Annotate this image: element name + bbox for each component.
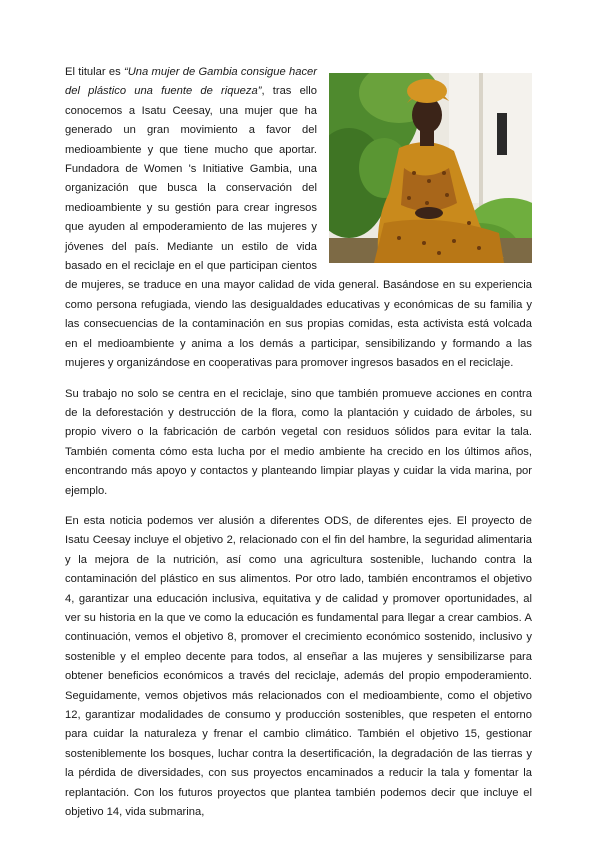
paragraph-3: En esta noticia podemos ver alusión a diferentes ODS, de diferentes ejes. El proyecto de Isatu Ceesay incluye el objetivo 2, relacionado con el fin del hambre, la seguridad alimentaria y la mejora de la nutrición, así como una agricultura sostenible, luchando contra la contaminación del plástico en sus alimentos. Por otro lado, también encontramos el objetivo 4, garantizar una educación inclusiva, equitativa y de calidad y promover oportunidades, al ver su historia en la que ve como la educación es fundamental para llegar a crear cambios. A continuación, vemos el objetivo 8, promover el crecimiento económico sostenido, inclusivo y sostenible y el empleo decente para todos, al enseñar a las mujeres y sensibilizarse para obtener beneficios económicos a través del reciclaje, además del propio empoderamiento. Seguidamente, vemos objetivos más relacionados con el medioambiente, como el objetivo 12, garantizar modalidades de consumo y producción sostenibles, que respeten el entorno para cuidar la naturaleza y frenar el cambio climático. También el objetivo 15, gestionar sosteniblemente los bosques, luchar contra la desertificación, la degradación de las tierras y la pérdida de diversidades, con sus proyectos encaminados a reducir la tala y fomentar la replantación. Con los futuros proyectos que plantea también podemos decir que incluye el objetivo 14, vida submarina, xyxy=(65,514,532,819)
document-body xyxy=(65,63,532,833)
paragraph-1-intro: El titular es xyxy=(65,66,124,78)
paragraph-1-body: , tras ello conocemos a Isatu Ceesay, una mujer que ha generado un gran movimiento a favor del medioambiente y que tiene mucho que aportar. Fundadora de Women 's Initiative Gambia, una organización que busca la conservación del medioambiente y su gestión para crear ingresos que ayuden al empoderamiento de las mujeres y jóvenes del país. Mediante un estilo de vida basado en el reciclaje en el que participan cientos de mujeres, se traduce en una mayor calidad de vida general. Basándose en su experiencia como persona refugiada, viendo las desigualdades educativas y económicas de su familia y las consecuencias de la contaminación en sus propias comidas, esta activista está volcada en el medioambiente y anima a los demás a participar, sensibilizando y formando a las mujeres y organizándose en cooperativas para promover ingresos basados en el reciclaje. xyxy=(65,85,532,370)
news-headline: “Una mujer de Gambia consigue hacer del plástico una fuente de riqueza” xyxy=(65,66,317,98)
paragraph-2: Su trabajo no solo se centra en el reciclaje, sino que también promueve acciones en contra de la deforestación y destrucción de la flora, como la plantación y cuidado de árboles, su propio vivero o la fabricación de carbón vegetal con residuos sólidos para evitar la tala. También comenta cómo esta lucha por el medio ambiente ha crecido en los últimos años, encontrando más apoyo y contactos y planteando limpiar playas y cuidar la vida marina, por ejemplo. xyxy=(65,387,532,497)
portrait-photo-image xyxy=(329,73,532,263)
portrait-photo xyxy=(329,73,532,263)
